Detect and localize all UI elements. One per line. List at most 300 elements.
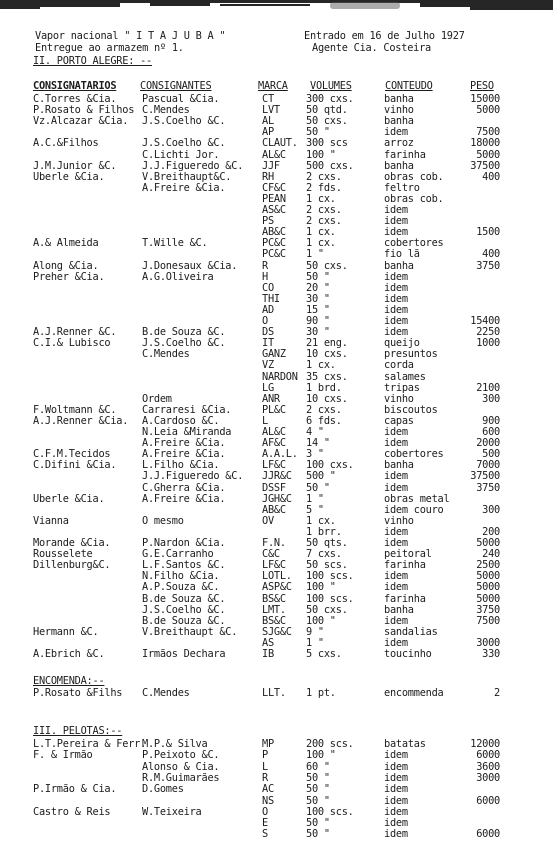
volumes-cell: 50 qts.	[306, 537, 348, 549]
mark-cell: PS	[262, 215, 274, 227]
contents-cell: banha	[384, 260, 414, 272]
consignee-cell: J.M.Junior &C.	[33, 160, 117, 172]
consignee-cell: Hermann &C.	[33, 626, 99, 638]
weight-cell: 1000	[476, 337, 500, 349]
mark-cell: BS&C	[262, 615, 286, 627]
mark-cell: O	[262, 315, 268, 327]
sender-cell: J.J.Figueredo &C.	[142, 470, 244, 482]
section-heading-pelotas: III. PELOTAS:--	[33, 725, 123, 737]
weight-cell: 5000	[476, 581, 500, 593]
weight-cell: 2000	[476, 437, 500, 449]
sender-cell: T.Wille &C.	[142, 237, 208, 249]
sender-cell: Ordem	[142, 393, 172, 405]
weight-cell: 400	[482, 171, 500, 183]
weight-cell: 300	[482, 504, 500, 516]
contents-cell: presuntos	[384, 348, 438, 360]
volumes-cell: 300 scs	[306, 137, 348, 149]
mark-cell: MP	[262, 738, 274, 750]
volumes-cell: 1 brr.	[306, 526, 342, 538]
contents-cell: banha	[384, 93, 414, 105]
sender-cell: B.de Souza &C.	[142, 615, 226, 627]
weight-cell: 600	[482, 426, 500, 438]
weight-cell: 300	[482, 393, 500, 405]
contents-cell: idem	[384, 637, 408, 649]
volumes-cell: 20 "	[306, 282, 330, 294]
warehouse-line: Entregue ao armazem nº 1.	[35, 42, 184, 54]
weight-cell: 6000	[476, 828, 500, 840]
weight-cell: 5000	[476, 537, 500, 549]
contents-cell: idem	[384, 783, 408, 795]
volumes-cell: 14 "	[306, 437, 330, 449]
mark-cell: R	[262, 260, 268, 272]
mark-cell: L	[262, 761, 268, 773]
volumes-cell: 6 fds.	[306, 415, 342, 427]
volumes-cell: 50 cxs.	[306, 115, 348, 127]
mark-cell: AP	[262, 126, 274, 138]
consignee-cell: P.Rosato & Filhos	[33, 104, 135, 116]
volumes-cell: 10 cxs.	[306, 348, 348, 360]
contents-cell: feltro	[384, 182, 420, 194]
volumes-cell: 7 cxs.	[306, 548, 342, 560]
mark-cell: THI	[262, 293, 280, 305]
weight-cell: 1500	[476, 226, 500, 238]
volumes-cell: 50 cxs.	[306, 604, 348, 616]
contents-cell: idem	[384, 315, 408, 327]
contents-cell: corda	[384, 359, 414, 371]
scan-edge-segment	[470, 7, 553, 10]
consignee-cell: P.Rosato &Filhs	[33, 687, 123, 699]
mark-cell: E	[262, 817, 268, 829]
consignee-cell: A.J.Renner &Cia.	[33, 415, 129, 427]
volumes-cell: 50 "	[306, 795, 330, 807]
volumes-cell: 100 scs.	[306, 593, 354, 605]
sender-cell: A.Freire &Cia.	[142, 448, 226, 460]
sender-cell: J.Donesaux &Cia.	[142, 260, 238, 272]
sender-cell: A.G.Oliveira	[142, 271, 214, 283]
weight-cell: 2250	[476, 326, 500, 338]
volumes-cell: 35 cxs.	[306, 371, 348, 383]
sender-cell: W.Teixeira	[142, 806, 202, 818]
consignee-cell: Uberle &Cia.	[33, 171, 105, 183]
volumes-cell: 50 "	[306, 271, 330, 283]
weight-cell: 2500	[476, 559, 500, 571]
mark-cell: IT	[262, 337, 274, 349]
volumes-cell: 50 "	[306, 817, 330, 829]
sender-cell: A.Freire &Cia.	[142, 182, 226, 194]
contents-cell: encommenda	[384, 687, 444, 699]
mark-cell: AB&C	[262, 226, 286, 238]
contents-cell: idem	[384, 437, 408, 449]
weight-cell: 5000	[476, 593, 500, 605]
contents-cell: obras cob.	[384, 171, 444, 183]
volumes-cell: 100 "	[306, 615, 336, 627]
sender-cell: C.Mendes	[142, 104, 190, 116]
contents-cell: idem	[384, 828, 408, 840]
contents-cell: queijo	[384, 337, 420, 349]
mark-cell: LF&C	[262, 459, 286, 471]
volumes-cell: 50 "	[306, 783, 330, 795]
volumes-cell: 100 scs.	[306, 806, 354, 818]
sender-cell: G.E.Carranho	[142, 548, 214, 560]
volumes-cell: 100 scs.	[306, 570, 354, 582]
contents-cell: idem	[384, 581, 408, 593]
sender-cell: B.de Souza &C.	[142, 593, 226, 605]
weight-cell: 18000	[470, 137, 500, 149]
mark-cell: PL&C	[262, 404, 286, 416]
volumes-cell: 200 scs.	[306, 738, 354, 750]
mark-cell: AS	[262, 637, 274, 649]
consignee-cell: Vianna	[33, 515, 69, 527]
column-header-consignee: CONSIGNATARIOS	[33, 80, 117, 92]
volumes-cell: 50 scs.	[306, 559, 348, 571]
consignee-cell: Dillenburg&C.	[33, 559, 111, 571]
consignee-cell: A.& Almeida	[33, 237, 99, 249]
sender-cell: V.Breithaupt &C.	[142, 626, 238, 638]
weight-cell: 15400	[470, 315, 500, 327]
volumes-cell: 5 "	[306, 504, 324, 516]
port-heading: II. PORTO ALEGRE: --	[33, 55, 152, 67]
weight-cell: 240	[482, 548, 500, 560]
volumes-cell: 500 cxs.	[306, 160, 354, 172]
sender-cell: N.Leia &Miranda	[142, 426, 232, 438]
consignee-cell: C.Difini &Cia.	[33, 459, 117, 471]
volumes-cell: 2 cxs.	[306, 204, 342, 216]
volumes-cell: 10 cxs.	[306, 393, 348, 405]
mark-cell: S	[262, 828, 268, 840]
mark-cell: AL&C	[262, 149, 286, 161]
contents-cell: biscoutos	[384, 404, 438, 416]
contents-cell: idem	[384, 282, 408, 294]
weight-cell: 3600	[476, 761, 500, 773]
mark-cell: DSSF	[262, 482, 286, 494]
volumes-cell: 1 "	[306, 493, 324, 505]
volumes-cell: 50 cxs.	[306, 260, 348, 272]
mark-cell: R	[262, 772, 268, 784]
consignee-cell: P.Irmão & Cia.	[33, 783, 117, 795]
column-header-mark: MARCA	[258, 80, 288, 92]
volumes-cell: 2 cxs.	[306, 404, 342, 416]
weight-cell: 12000	[470, 738, 500, 750]
mark-cell: ANR	[262, 393, 280, 405]
weight-cell: 37500	[470, 160, 500, 172]
sender-cell: R.M.Guimarães	[142, 772, 220, 784]
scan-edge-segment	[220, 4, 310, 6]
weight-cell: 6000	[476, 749, 500, 761]
contents-cell: farinha	[384, 149, 426, 161]
weight-cell: 200	[482, 526, 500, 538]
volumes-cell: 100 cxs.	[306, 459, 354, 471]
contents-cell: idem	[384, 482, 408, 494]
volumes-cell: 100 "	[306, 149, 336, 161]
contents-cell: arroz	[384, 137, 414, 149]
mark-cell: A.A.L.	[262, 448, 298, 460]
mark-cell: O	[262, 806, 268, 818]
entry-date: Entrado em 16 de Julho 1927	[304, 30, 465, 42]
volumes-cell: 1 "	[306, 637, 324, 649]
volumes-cell: 1 brd.	[306, 382, 342, 394]
volumes-cell: 15 "	[306, 304, 330, 316]
sender-cell: B.de Souza &C.	[142, 326, 226, 338]
weight-cell: 2	[494, 687, 500, 699]
contents-cell: idem	[384, 761, 408, 773]
mark-cell: AL	[262, 115, 274, 127]
contents-cell: idem	[384, 326, 408, 338]
contents-cell: peitoral	[384, 548, 432, 560]
weight-cell: 500	[482, 448, 500, 460]
volumes-cell: 5 cxs.	[306, 648, 342, 660]
contents-cell: batatas	[384, 738, 426, 750]
contents-cell: toucinho	[384, 648, 432, 660]
consignee-cell: Morande &Cia.	[33, 537, 111, 549]
contents-cell: vinho	[384, 393, 414, 405]
column-header-volumes: VOLUMES	[310, 80, 352, 92]
contents-cell: idem	[384, 806, 408, 818]
consignee-cell: Preher &Cia.	[33, 271, 105, 283]
contents-cell: idem	[384, 570, 408, 582]
sender-cell: J.J.Figueredo &C.	[142, 160, 244, 172]
weight-cell: 3000	[476, 637, 500, 649]
volumes-cell: 100 "	[306, 749, 336, 761]
sender-cell: J.S.Coelho &C.	[142, 137, 226, 149]
contents-cell: idem	[384, 215, 408, 227]
sender-cell: V.Breithaupt&C.	[142, 171, 232, 183]
sender-cell: A.Cardoso &C.	[142, 415, 220, 427]
weight-cell: 15000	[470, 93, 500, 105]
weight-cell: 330	[482, 648, 500, 660]
contents-cell: banha	[384, 160, 414, 172]
mark-cell: CF&C	[262, 182, 286, 194]
volumes-cell: 2 fds.	[306, 182, 342, 194]
mark-cell: IB	[262, 648, 274, 660]
mark-cell: CO	[262, 282, 274, 294]
contents-cell: vinho	[384, 104, 414, 116]
contents-cell: idem	[384, 537, 408, 549]
sender-cell: J.S.Coelho &C.	[142, 115, 226, 127]
contents-cell: idem	[384, 817, 408, 829]
mark-cell: F.N.	[262, 537, 286, 549]
mark-cell: JJF	[262, 160, 280, 172]
contents-cell: banha	[384, 604, 414, 616]
sender-cell: C.Gherra &Cia.	[142, 482, 226, 494]
column-header-contents: CONTEUDO	[385, 80, 433, 92]
mark-cell: P	[262, 749, 268, 761]
sender-cell: C.Mendes	[142, 348, 190, 360]
sender-cell: Pascual &Cia.	[142, 93, 220, 105]
column-header-weight: PESO	[470, 80, 494, 92]
volumes-cell: 4 "	[306, 426, 324, 438]
consignee-cell: A.Ebrich &C.	[33, 648, 105, 660]
volumes-cell: 21 eng.	[306, 337, 348, 349]
sender-cell: A.Freire &Cia.	[142, 493, 226, 505]
contents-cell: obras cob.	[384, 193, 444, 205]
mark-cell: ASP&C	[262, 581, 292, 593]
contents-cell: idem	[384, 795, 408, 807]
contents-cell: idem	[384, 204, 408, 216]
sender-cell: L.F.Santos &C.	[142, 559, 226, 571]
agent-line: Agente Cia. Costeira	[312, 42, 431, 54]
volumes-cell: 50 "	[306, 482, 330, 494]
weight-cell: 3750	[476, 482, 500, 494]
sender-cell: Alonso & Cia.	[142, 761, 220, 773]
contents-cell: banha	[384, 115, 414, 127]
sender-cell: A.Freire &Cia.	[142, 437, 226, 449]
contents-cell: idem	[384, 749, 408, 761]
mark-cell: DS	[262, 326, 274, 338]
sender-cell: J.S.Coelho &C.	[142, 604, 226, 616]
contents-cell: farinha	[384, 593, 426, 605]
section-heading-encomenda: ENCOMENDA:--	[33, 675, 105, 687]
consignee-cell: Rousselete	[33, 548, 93, 560]
consignee-cell: A.C.&Filhos	[33, 137, 99, 149]
mark-cell: AS&C	[262, 204, 286, 216]
consignee-cell: Vz.Alcazar &Cia.	[33, 115, 129, 127]
consignee-cell: A.J.Renner &C.	[33, 326, 117, 338]
contents-cell: idem	[384, 226, 408, 238]
volumes-cell: 1 pt.	[306, 687, 336, 699]
mark-cell: CT	[262, 93, 274, 105]
mark-cell: PC&C	[262, 237, 286, 249]
mark-cell: JJR&C	[262, 470, 292, 482]
consignee-cell: Uberle &Cia.	[33, 493, 105, 505]
volumes-cell: 1 cx.	[306, 359, 336, 371]
mark-cell: L	[262, 415, 268, 427]
weight-cell: 400	[482, 248, 500, 260]
mark-cell: LVT	[262, 104, 280, 116]
mark-cell: LLT.	[262, 687, 286, 699]
sender-cell: N.Filho &Cia.	[142, 570, 220, 582]
contents-cell: vinho	[384, 515, 414, 527]
consignee-cell: C.F.M.Tecidos	[33, 448, 111, 460]
mark-cell: C&C	[262, 548, 280, 560]
volumes-cell: 3 "	[306, 448, 324, 460]
weight-cell: 5000	[476, 149, 500, 161]
weight-cell: 5000	[476, 104, 500, 116]
sender-cell: A.P.Souza &C.	[142, 581, 220, 593]
mark-cell: PC&C	[262, 248, 286, 260]
mark-cell: LMT.	[262, 604, 286, 616]
weight-cell: 7500	[476, 615, 500, 627]
sender-cell: L.Filho &Cia.	[142, 459, 220, 471]
weight-cell: 5000	[476, 570, 500, 582]
mark-cell: AF&C	[262, 437, 286, 449]
consignee-cell: L.T.Pereira & Ferr.	[33, 738, 147, 750]
contents-cell: idem	[384, 426, 408, 438]
mark-cell: AB&C	[262, 504, 286, 516]
mark-cell: BS&C	[262, 593, 286, 605]
mark-cell: LF&C	[262, 559, 286, 571]
contents-cell: tripas	[384, 382, 420, 394]
contents-cell: idem	[384, 293, 408, 305]
contents-cell: idem	[384, 526, 408, 538]
sender-cell: O mesmo	[142, 515, 184, 527]
weight-cell: 900	[482, 415, 500, 427]
scan-edge-segment	[0, 7, 40, 9]
weight-cell: 7000	[476, 459, 500, 471]
volumes-cell: 1 cx.	[306, 226, 336, 238]
contents-cell: obras metal	[384, 493, 450, 505]
sender-cell: Irmãos Dechara	[142, 648, 226, 660]
volumes-cell: 50 "	[306, 772, 330, 784]
weight-cell: 37500	[470, 470, 500, 482]
sender-cell: Carraresi &Cia.	[142, 404, 232, 416]
sender-cell: J.S.Coelho &C.	[142, 337, 226, 349]
mark-cell: H	[262, 271, 268, 283]
mark-cell: LG	[262, 382, 274, 394]
weight-cell: 7500	[476, 126, 500, 138]
volumes-cell: 30 "	[306, 293, 330, 305]
sender-cell: C.Lichti Jor.	[142, 149, 220, 161]
mark-cell: CLAUT.	[262, 137, 298, 149]
ship-name: Vapor nacional " I T A J U B A "	[35, 30, 226, 42]
column-header-sender: CONSIGNANTES	[140, 80, 212, 92]
mark-cell: OV	[262, 515, 274, 527]
contents-cell: sandalias	[384, 626, 438, 638]
volumes-cell: 9 "	[306, 626, 324, 638]
contents-cell: idem	[384, 271, 408, 283]
weight-cell: 6000	[476, 795, 500, 807]
volumes-cell: 50 "	[306, 828, 330, 840]
sender-cell: P.Peixoto &C.	[142, 749, 220, 761]
consignee-cell: F. & Irmão	[33, 749, 93, 761]
volumes-cell: 1 cx.	[306, 515, 336, 527]
volumes-cell: 2 cxs.	[306, 215, 342, 227]
weight-cell: 3000	[476, 772, 500, 784]
weight-cell: 3750	[476, 604, 500, 616]
scan-edge-band	[0, 0, 553, 12]
contents-cell: cobertores	[384, 448, 444, 460]
volumes-cell: 500 "	[306, 470, 336, 482]
mark-cell: NS	[262, 795, 274, 807]
mark-cell: SJG&C	[262, 626, 292, 638]
contents-cell: idem	[384, 772, 408, 784]
mark-cell: AD	[262, 304, 274, 316]
contents-cell: fio lã	[384, 248, 420, 260]
mark-cell: AL&C	[262, 426, 286, 438]
contents-cell: idem	[384, 126, 408, 138]
mark-cell: LOTL.	[262, 570, 292, 582]
sender-cell: P.Nardon &Cia.	[142, 537, 226, 549]
consignee-cell: Along &Cia.	[33, 260, 99, 272]
volumes-cell: 2 cxs.	[306, 171, 342, 183]
volumes-cell: 1 cx.	[306, 193, 336, 205]
sender-cell: C.Mendes	[142, 687, 190, 699]
contents-cell: idem couro	[384, 504, 444, 516]
contents-cell: salames	[384, 371, 426, 383]
volumes-cell: 100 "	[306, 581, 336, 593]
contents-cell: idem	[384, 615, 408, 627]
scan-edge-segment	[150, 3, 210, 6]
consignee-cell: C.Torres &Cia.	[33, 93, 117, 105]
volumes-cell: 30 "	[306, 326, 330, 338]
ink-smudge	[330, 2, 400, 9]
volumes-cell: 300 cxs.	[306, 93, 354, 105]
volumes-cell: 50 "	[306, 126, 330, 138]
contents-cell: idem	[384, 304, 408, 316]
volumes-cell: 1 "	[306, 248, 324, 260]
volumes-cell: 60 "	[306, 761, 330, 773]
mark-cell: PEAN	[262, 193, 286, 205]
volumes-cell: 1 cx.	[306, 237, 336, 249]
consignee-cell: Castro & Reis	[33, 806, 111, 818]
weight-cell: 3750	[476, 260, 500, 272]
mark-cell: NARDON	[262, 371, 298, 383]
contents-cell: capas	[384, 415, 414, 427]
sender-cell: D.Gomes	[142, 783, 184, 795]
mark-cell: VZ	[262, 359, 274, 371]
mark-cell: JGH&C	[262, 493, 292, 505]
contents-cell: farinha	[384, 559, 426, 571]
contents-cell: banha	[384, 459, 414, 471]
